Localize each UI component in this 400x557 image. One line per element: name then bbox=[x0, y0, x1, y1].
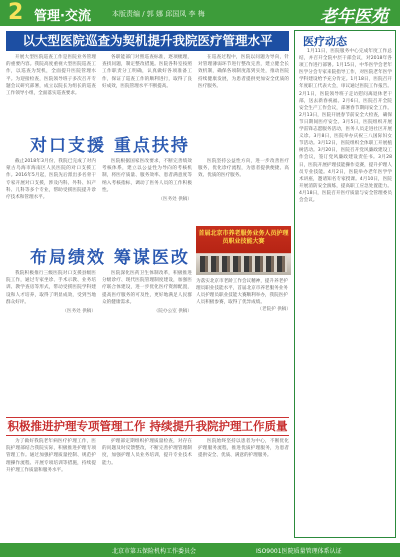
nursing-column-3: 医院始终坚持以患者为中心，不断优化护理服务流程，推进优质护理服务，为患者提供安全、优质、满意的护理服务。 bbox=[198, 439, 289, 459]
body-column-1: 截止2018年3月份，我院已完成了对内蒙古乌海市海南区人民医院的对口支援工作。2016年5月起，医院先后派出多名骨干专家开展对口支援，涉及内科、外科、妇产科、儿科等多个专业，帮助受援医院提升诊疗技术和管理水平。 bbox=[6, 159, 96, 201]
medical-news-title: 医疗动态 bbox=[303, 35, 347, 48]
nursing-section-title: 积极推进护理专项管理工作 持续提升我院护理工作质量 bbox=[7, 419, 288, 433]
subhead-support: 对口支援 重点扶持 bbox=[30, 136, 190, 156]
body-column-2: 医院根据国家医改要求，不断完善绩效考核体系，建立以公益性为导向的考核机制，将医疗质量、服务效率、患者满意度等纳入考核指标，调动了医务人员的工作积极性。 （医务处 供稿） bbox=[102, 159, 192, 203]
footer-left: 北京市第五保险机构工作委员会 bbox=[112, 548, 197, 555]
body-column-1b: 我院积极推行三级医院对口支援县级医院工作，通过专家坐诊、手术示教、业务培训、教学查房等形式，带动受援医院学科建设和人才培养，取得了明显成效，受到当地群众好评。 （医务处 供稿） bbox=[6, 271, 96, 315]
nursing-column-1: 为了做好我院老年病医疗护理工作，医院护理部结合我院实际，积极推进护理专项管理工作。通过加强护理质量控制、规范护理操作流程、开展专项培训等措施，持续提升护理工作质量和服务水平。 bbox=[6, 439, 96, 473]
page-header bbox=[0, 0, 400, 26]
event-photo bbox=[196, 226, 291, 275]
intro-column-1: 开展大型医院巡查工作是医院业务管理的重要内容。我院高度重视大型医院巡查工作，以巡查为契机，全面提升医院管理水平。为迎接检查，医院领导班子多次召开专题会议研究部署，成立以院长为组长的巡查工作领导小组，全面落实巡查要求。 bbox=[6, 55, 96, 97]
medical-news-panel bbox=[294, 30, 396, 538]
medical-news-body: 1月11日，医院服务中心完成年度工作总结，并召开全院中层干部会议，对2018年各项工作进行部署。1月15日，中华医学会老年医学分会专家来院指导工作，对医院老年医学学科建设给予充分肯定。1月18日，医院召开年度职工代表大会，审议通过医院工作报告。2月1日，医院领导班子走访慰问离退休老干部，送去新春祝福。2月6日，医院召开全院安全生产工作会议，部署春节期间安全工作。2月13日，医院开展春节前安全大检查，确保节日期间医疗安全。3月5日，医院组织开展学雷锋志愿服务活动，医务人员走进社区开展义诊。3月8日，医院举办庆祝三八国际妇女节活动。3月12日，医院组织全体职工开展植树活动。3月20日，医院召开党风廉政建设工作会议，签订党风廉政建设责任书。3月28日，医院开展护理技能操作竞赛，提升护理人员专业技能。4月2日，医院举办老年医学学术讲座，邀请知名专家授课。4月10日，医院开展消防安全演练，提高职工应急处置能力。4月18日，医院召开医疗质量与安全管理委员会会议。 bbox=[299, 49, 392, 203]
signature: （医务处 供稿） bbox=[62, 309, 96, 315]
photo-caption: 为落实北京市老龄工作会议精神，提升养老护理员职业技能水平，首届北京市养老服务业务人员护理员职业技能大赛顺利举办，我院医护人员积极参赛，取得了优异成绩。 （老院护 供稿） bbox=[196, 279, 291, 312]
page-footer bbox=[0, 543, 400, 557]
photo-banner-text: 首届北京市养老服务业务人员护理员职业技能大赛 bbox=[198, 230, 289, 245]
nursing-section-header bbox=[6, 417, 289, 436]
main-headline: 以大型医院巡查为契机提升我院医疗管理水平 bbox=[6, 31, 289, 51]
body-column-2b: 医院深化医药卫生体制改革，积极推进分级诊疗、现代医院管理制度建设，加强医疗联合体建设，进一步优化医疗资源配置，提高医疗服务的可及性，更好地满足人民群众的健康需求。 （院办公室 供稿） bbox=[102, 271, 192, 315]
subhead-reform: 布局绩效 筹谋医改 bbox=[30, 248, 190, 268]
body-column-3: 医院坚持公益性方向，进一步改善医疗服务，优化诊疗流程，为患者提供便捷、高效、优质的医疗服务。 bbox=[198, 159, 289, 179]
section-title: 管理·交流 bbox=[34, 9, 91, 24]
intro-column-2: 各职能部门对照巡查标准，逐项梳理，查找问题，制定整改措施。医院各科室按照工作职责分工明确，认真做好各项准备工作，保证了巡查工作的顺利进行，取得了良好成效，医院管理水平不断提高。 bbox=[102, 55, 192, 89]
signature: （院办公室 供稿） bbox=[153, 309, 192, 315]
signature: （医务处 供稿） bbox=[158, 197, 192, 203]
footer-right: ISO9001医院质量管理体系认证 bbox=[256, 548, 342, 555]
editor-credits: 本版责编 / 郭 娜 邱国凤 李 梅 bbox=[112, 10, 205, 18]
photo-signature: （老院护 供稿） bbox=[257, 307, 291, 312]
intro-column-3: 在巡查过程中，医院以问题为导向，针对管理薄弱环节进行整改完善，建立健全长效机制，确保各项制度落到实处，推动医院持续健康发展，为患者提供更加安全优质的医疗服务。 bbox=[198, 55, 289, 89]
nursing-column-2: 护理部定期组织护理质量检查，对存在的问题及时反馈整改，不断完善护理管理制度，加强护理人员业务培训，提升专业技术能力。 bbox=[102, 439, 192, 466]
newspaper-logo: 老年医苑 bbox=[320, 7, 388, 27]
page-number: 2 bbox=[8, 0, 24, 25]
photo-people bbox=[200, 256, 287, 272]
